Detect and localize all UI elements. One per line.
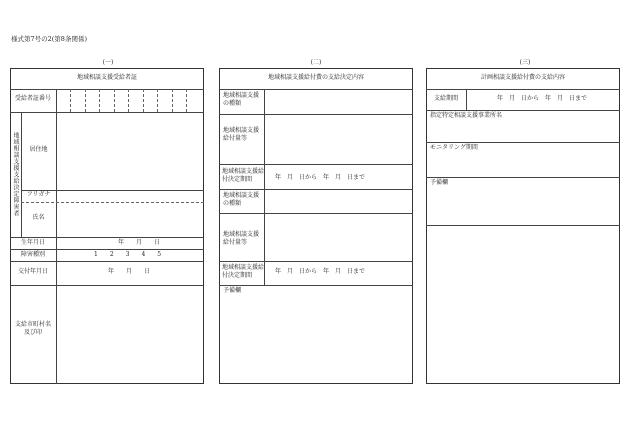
provider-label: 指定特定相談支援事業所名 [430,112,503,119]
form-title: 様式第7号の2(第8条関係) [11,35,87,43]
panel2-remarks-label: 予備欄 [223,287,242,294]
decision-period-value: 年 月 日から 年 月 日まで [275,174,366,181]
payment-period-value: 年 月 日から 年 月 日まで [497,95,588,102]
municipality-label: 支給市町村名及び印 [14,321,51,336]
issue-date-value: 年 月 日 [108,268,151,275]
furigana-label: フリガナ [26,191,51,198]
vertical-label-recipient: 地域相談支援支給決定障害者 [12,132,19,217]
issue-date-label: 交付年月日 [17,268,48,275]
panel2-header: 地域相談支援給付費の支給決定内容 [267,74,364,81]
panel-community-support-decision [219,68,413,384]
payment-period-label: 支給期間 [433,95,458,102]
support-amount-label-2: 地域相談支援給付量等 [223,231,260,246]
support-type-label-2: 地域相談支援の種類 [223,192,260,207]
panel1-header: 地域相談支援受給者証 [76,74,137,81]
support-type-label: 地域相談支援の種類 [223,92,260,107]
section-number-1: (一) [102,59,114,66]
decision-period-value-2: 年 月 日から 年 月 日まで [275,268,366,275]
address-label: 居住地 [29,146,48,153]
panel3-header: 計画相談支援給付費の支給内容 [480,74,565,81]
disability-type-options: 1 2 3 4 5 [94,251,162,258]
birthdate-label: 生年月日 [20,239,45,246]
decision-period-label-2: 地域相談支援給付決定期間 [222,264,265,279]
support-amount-label: 地域相談支援給付量等 [223,127,260,142]
divider [10,89,204,90]
name-label: 氏名 [32,214,45,221]
decision-period-label: 地域相談支援給付決定期間 [222,168,265,183]
section-number-2: (二) [310,59,322,66]
panel3-remarks-label: 予備欄 [430,179,449,186]
monitoring-period-label: モニタリング期間 [430,144,478,151]
disability-type-label: 障害種別 [20,251,45,258]
section-number-3: (三) [519,59,531,66]
recipient-number-label: 受給者証番号 [14,95,51,102]
panel-recipient-certificate [10,68,204,384]
birthdate-value: 年 月 日 [118,239,161,246]
